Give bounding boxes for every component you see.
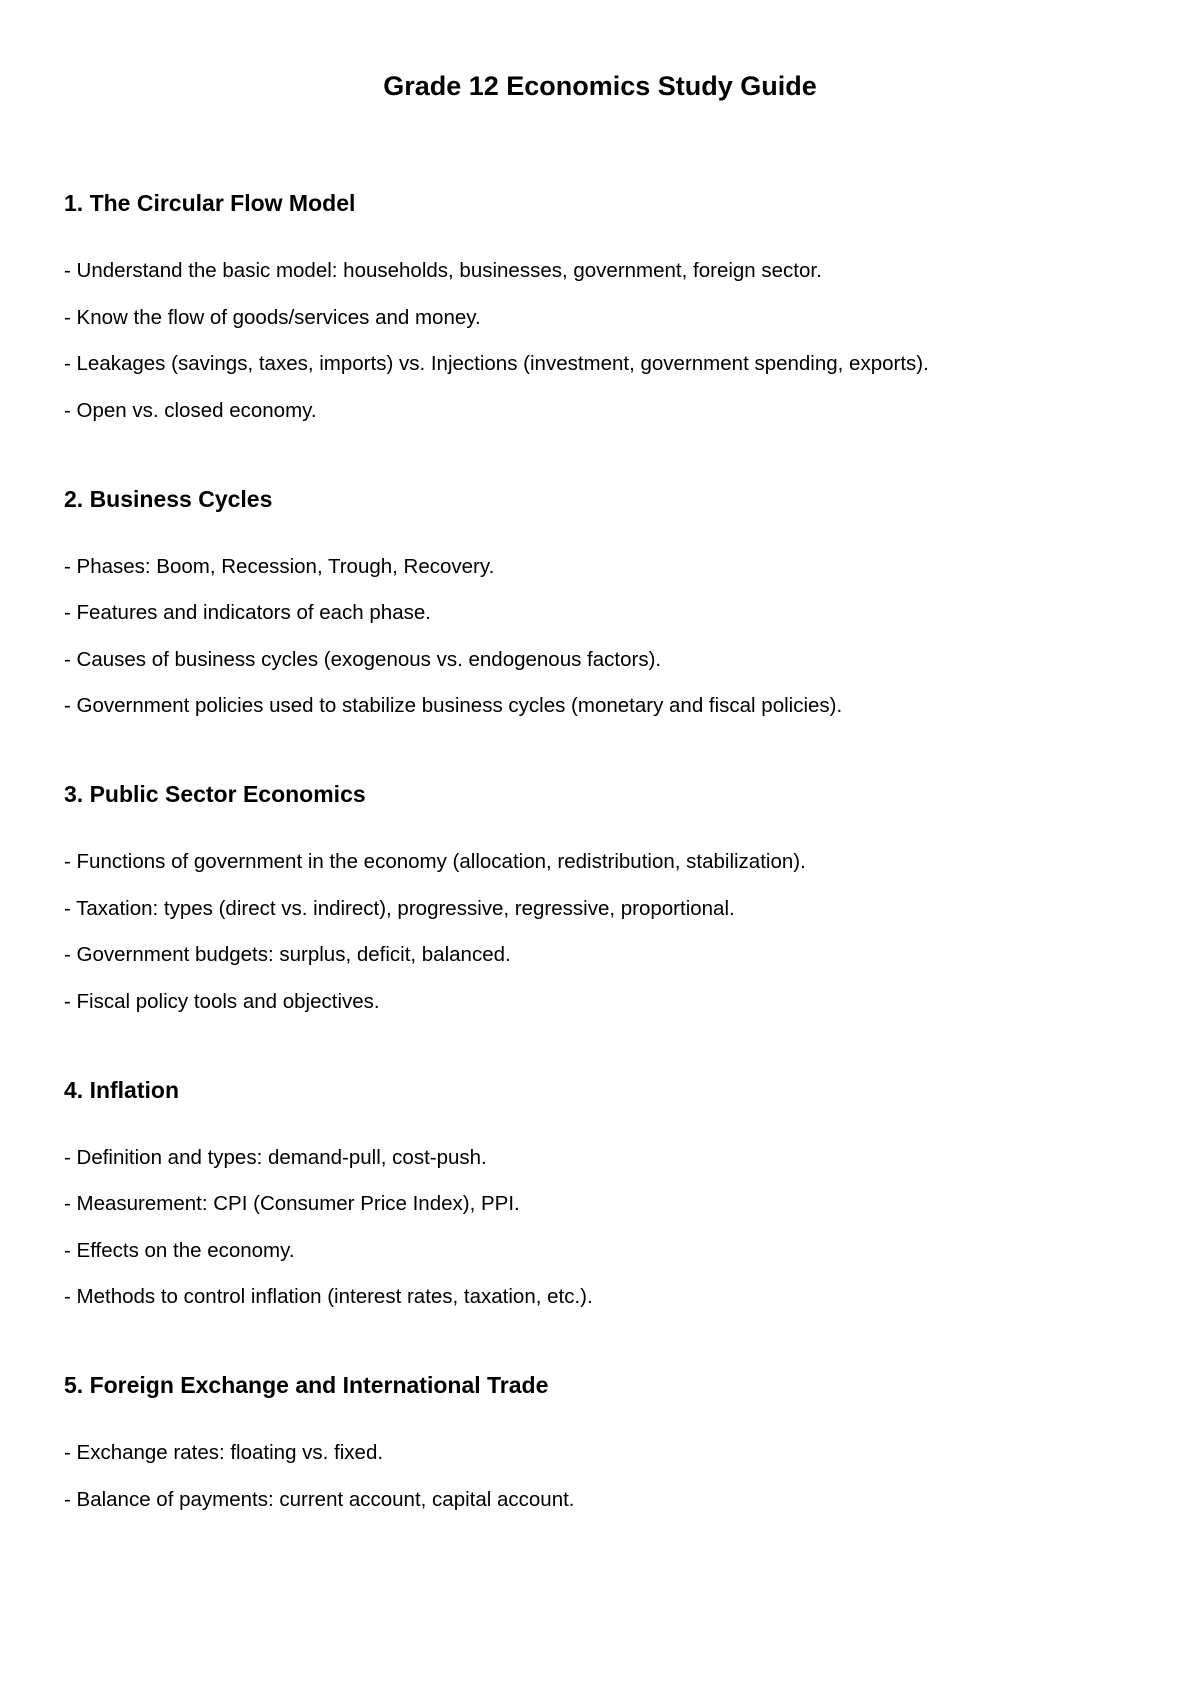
- list-item: - Government budgets: surplus, deficit, balanced.: [64, 943, 511, 966]
- list-item: - Exchange rates: floating vs. fixed.: [64, 1441, 384, 1464]
- list-item: - Know the flow of goods/services and money.: [64, 305, 481, 329]
- bullet-list: [64, 848, 1136, 1016]
- list-item: - Understand the basic model: households, businesses, government, foreign sector.: [64, 259, 822, 282]
- section-heading: 2. Business Cycles: [64, 485, 273, 512]
- section-heading: 3. Public Sector Economics: [64, 781, 366, 807]
- section-public-sector-economics: [64, 779, 1136, 1016]
- list-item: - Open vs. closed economy.: [64, 398, 317, 422]
- bullet-list: [64, 257, 1136, 425]
- list-item: - Fiscal policy tools and objectives.: [64, 989, 380, 1013]
- section-heading: 4. Inflation: [64, 1076, 179, 1103]
- list-item: - Phases: Boom, Recession, Trough, Recovery.: [64, 554, 495, 578]
- bullet-list: [64, 1439, 1136, 1514]
- list-item: - Taxation: types (direct vs. indirect), progressive, regressive, proportional.: [64, 896, 735, 920]
- list-item: - Features and indicators of each phase.: [64, 601, 431, 624]
- list-item: - Measurement: CPI (Consumer Price Index), PPI.: [64, 1192, 520, 1215]
- section-heading: 5. Foreign Exchange and International Trade: [64, 1372, 549, 1398]
- section-business-cycles: [64, 484, 1136, 721]
- list-item: - Balance of payments: current account, capital account.: [64, 1487, 575, 1511]
- bullet-list: [64, 1144, 1136, 1312]
- section-inflation: [64, 1075, 1136, 1312]
- bullet-list: [64, 553, 1136, 721]
- list-item: - Functions of government in the economy (allocation, redistribution, stabilization).: [64, 850, 806, 873]
- list-item: - Methods to control inflation (interest rates, taxation, etc.).: [64, 1285, 593, 1308]
- list-item: - Definition and types: demand-pull, cost-push.: [64, 1145, 487, 1169]
- list-item: - Government policies used to stabilize business cycles (monetary and fiscal policies).: [64, 694, 843, 717]
- list-item: - Causes of business cycles (exogenous vs. endogenous factors).: [64, 647, 662, 671]
- list-item: - Effects on the economy.: [64, 1238, 295, 1262]
- list-item: - Leakages (savings, taxes, imports) vs. Injections (investment, government spending, exports).: [64, 352, 929, 375]
- section-circular-flow-model: [64, 188, 1136, 425]
- document-title: Grade 12 Economics Study Guide: [383, 71, 817, 101]
- section-foreign-exchange-trade: [64, 1370, 1136, 1514]
- section-heading: 1. The Circular Flow Model: [64, 190, 356, 216]
